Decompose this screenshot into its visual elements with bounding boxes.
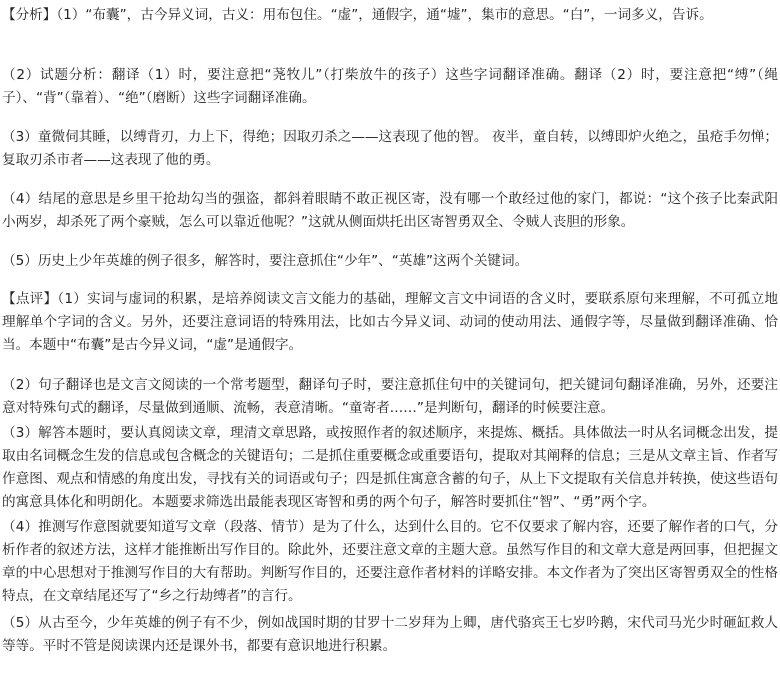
analysis-paragraph-5: （5）历史上少年英雄的例子很多，解答时，要注意抓住“少年”、“英雄”这两个关键词。 — [2, 253, 529, 269]
comment-tag: 【点评】 — [2, 291, 58, 307]
comment-paragraph-1 — [2, 288, 778, 357]
analysis-paragraph-4: （4）结尾的意思是乡里干抢劫勾当的强盗，都斜着眼睛不敢正视区寄，没有哪一个敢经过他的家门，都说：“这个孩子比秦武阳小两岁，却杀死了两个豪贼，怎么可以靠近他呢？”这就从侧面烘托出区寄智勇双全、令贼人丧胆的形象。 — [2, 191, 778, 230]
analysis-paragraph-3: （3）童微伺其睡，以缚背刃，力上下，得绝；因取刃杀之——这表现了他的智。 夜半，童自转，以缚即炉火绝之，虽疮手勿惮；复取刃杀市者——这表现了他的勇。 — [2, 129, 778, 168]
analysis-text-1: （1）“布囊”，古今异义词，古义：用布包住。“虚”，通假字，通“墟”，集市的意思。“白”，一词多义，告诉。 — [56, 7, 713, 23]
comment-paragraph-3: （3）解答本题时，要认真阅读文章，理清文章思路，或按照作者的叙述顺序，来提炼、概括。具体做法一时从名词概念出发，提取由名词概念生发的信息或包含概念的关键语句；二是抓住重要概念或重要语句，提取对其阐释的信息；三是从文章主旨、作者写作意图、观点和情感的角度出发，寻找有关的词语或句子；四是抓住寓意含蓄的句子，从上下文提取有关信息并转换，使这些语句的寓意具体化和明朗化。本题要求筛选出最能表现区寄智和勇的两个句子，解答时要抓住“智”、“勇”两个字。 — [2, 425, 778, 510]
comment-text-1: （1）实词与虚词的积累，是培养阅读文言文能力的基础，理解文言文中词语的含义时，要联系原句来理解，不可孤立地理解单个字词的含义。另外，还要注意词语的特殊用法，比如古今异义词、动词的使动用法、通假字等，尽量做到翻译准确、恰当。本题中“布囊”是古今异义词，“虚”是通假字。 — [2, 291, 778, 353]
analysis-tag: 【分析】 — [2, 7, 57, 23]
comment-paragraph-5: （5）从古至今，少年英雄的例子有不少，例如战国时期的甘罗十二岁拜为上卿，唐代骆宾王七岁吟鹅，宋代司马光少时砸缸救人等等。平时不管是阅读课内还是课外书，都要有意识地进行积累。 — [2, 615, 778, 654]
comment-paragraph-4: （4）推测写作意图就要知道写文章（段落、情节）是为了什么，达到什么目的。它不仅要求了解内容，还要了解作者的口气，分析作者的叙述方法，这样才能推断出写作目的。除此外，还要注意文章的主题大意。虽然写作目的和文章大意是两回事，但把握文章的中心思想对于推测写作目的大有帮助。判断写作目的，还要注意作者材料的详略安排。本文作者为了突出区寄智勇双全的性格特点，在文章结尾还写了“乡之行劫缚者”的言行。 — [2, 519, 778, 604]
analysis-paragraph-1 — [2, 4, 778, 27]
comment-paragraph-2: （2）句子翻译也是文言文阅读的一个常考题型，翻译句子时，要注意抓住句中的关键词句，把关键词句翻译准确，另外，还要注意对特殊句式的翻译，尽量做到通顺、流畅，表意清晰。“童寄者……”是判断句，翻译的时候要注意。 — [2, 377, 778, 416]
analysis-paragraph-2: （2）试题分析：翻译（1）时，要注意把“荛牧儿”（打柴放牛的孩子）这些字词翻译准确。翻译（2）时，要注意把“缚”（绳子）、“背”（靠着）、“绝”（磨断）这些字词翻译准确。 — [2, 67, 778, 106]
